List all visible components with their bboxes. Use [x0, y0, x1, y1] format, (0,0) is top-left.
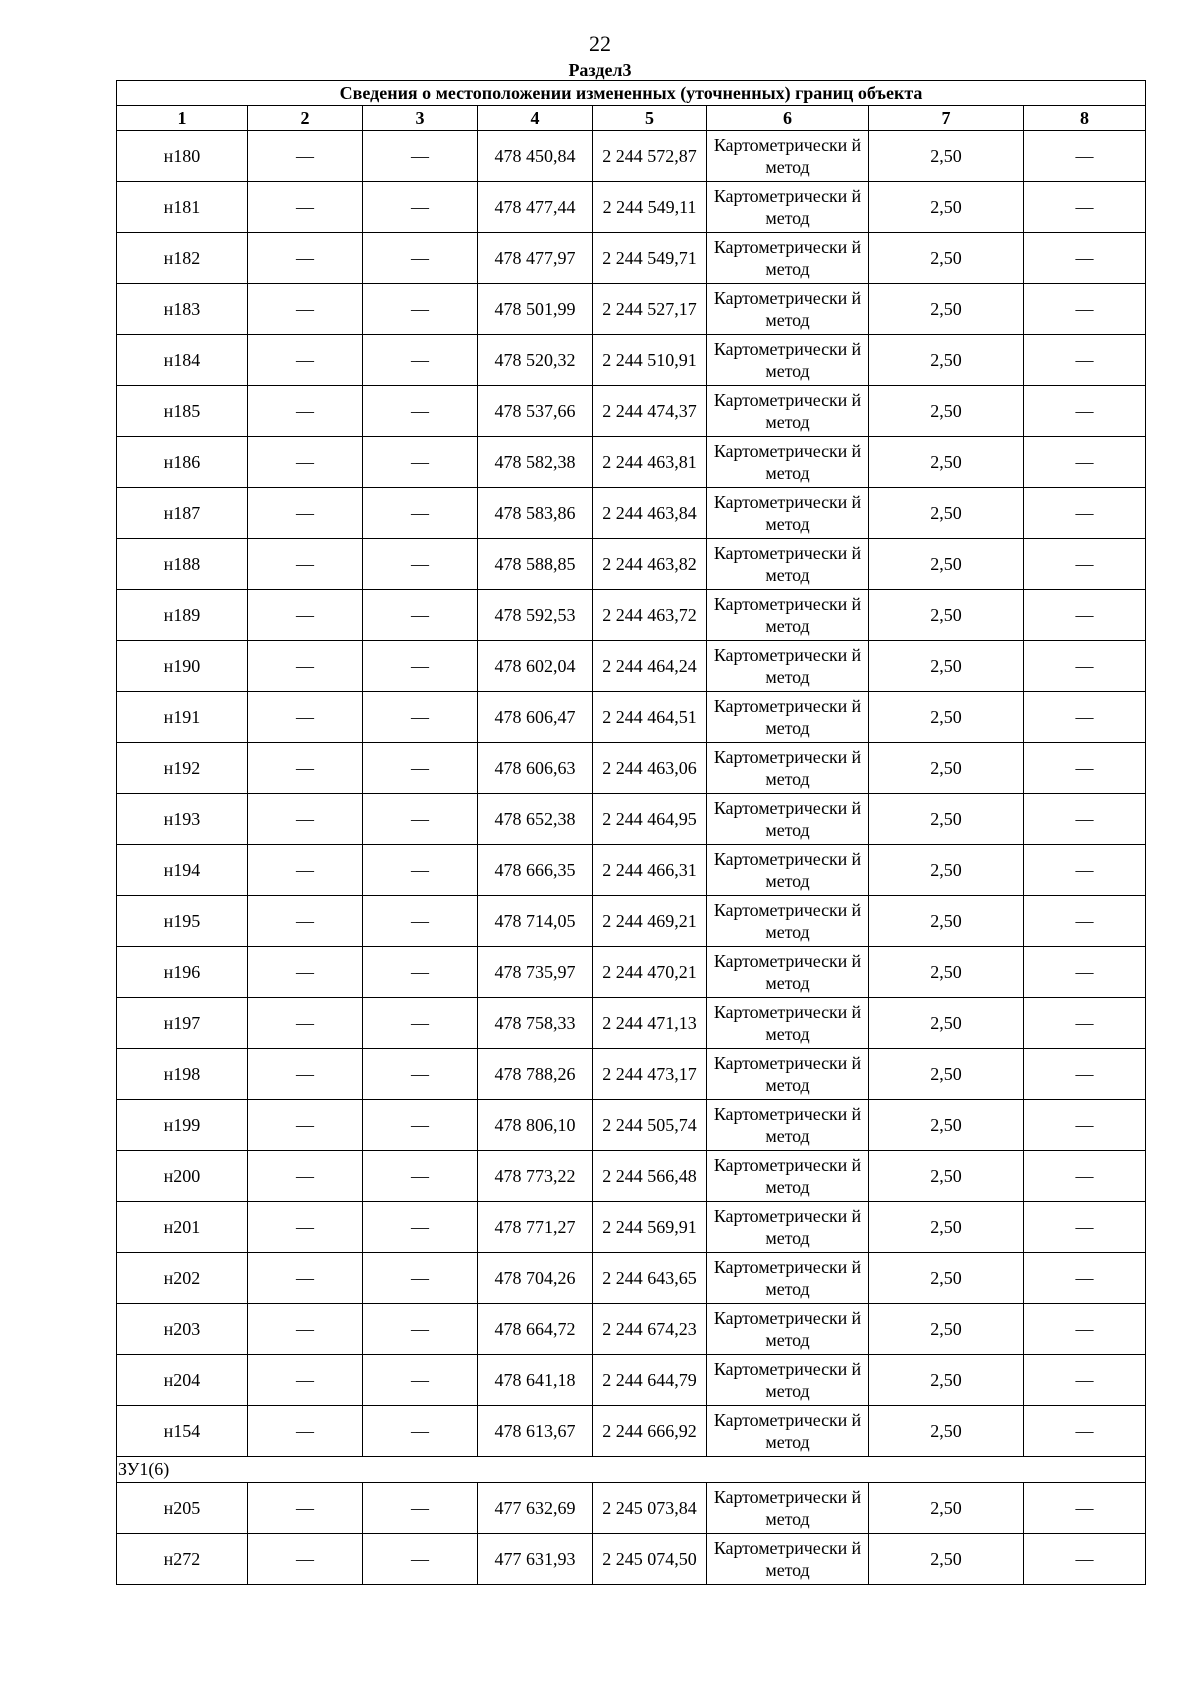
- coordinate-x: 477 631,93: [478, 1534, 593, 1585]
- col8-value: —: [1024, 1151, 1146, 1202]
- table-row: [117, 641, 1146, 692]
- accuracy: 2,50: [869, 488, 1024, 539]
- table-row: [117, 182, 1146, 233]
- column-number-4: 4: [478, 106, 593, 131]
- method: Картометрически й метод: [707, 1406, 869, 1457]
- accuracy: 2,50: [869, 539, 1024, 590]
- point-number: н154: [117, 1406, 248, 1457]
- method: Картометрически й метод: [707, 1253, 869, 1304]
- column-number-6: 6: [707, 106, 869, 131]
- col2-value: —: [248, 131, 363, 182]
- point-number: н187: [117, 488, 248, 539]
- table-row: [117, 335, 1146, 386]
- point-number: н182: [117, 233, 248, 284]
- col8-value: —: [1024, 131, 1146, 182]
- table-row: [117, 998, 1146, 1049]
- coordinate-x: 478 477,97: [478, 233, 593, 284]
- method: Картометрически й метод: [707, 437, 869, 488]
- coordinate-x: 478 758,33: [478, 998, 593, 1049]
- col2-value: —: [248, 743, 363, 794]
- accuracy: 2,50: [869, 1253, 1024, 1304]
- point-number: н201: [117, 1202, 248, 1253]
- point-number: н204: [117, 1355, 248, 1406]
- coordinate-x: 478 606,63: [478, 743, 593, 794]
- col3-value: —: [363, 743, 478, 794]
- col3-value: —: [363, 1406, 478, 1457]
- point-number: н189: [117, 590, 248, 641]
- coordinate-y: 2 244 466,31: [593, 845, 707, 896]
- col3-value: —: [363, 641, 478, 692]
- method: Картометрически й метод: [707, 233, 869, 284]
- coordinate-x: 478 592,53: [478, 590, 593, 641]
- coordinate-x: 478 714,05: [478, 896, 593, 947]
- point-number: н183: [117, 284, 248, 335]
- table-row: [117, 590, 1146, 641]
- col2-value: —: [248, 335, 363, 386]
- method: Картометрически й метод: [707, 488, 869, 539]
- column-number-3: 3: [363, 106, 478, 131]
- col3-value: —: [363, 794, 478, 845]
- table-row: [117, 794, 1146, 845]
- coordinate-y: 2 244 469,21: [593, 896, 707, 947]
- coordinate-y: 2 245 074,50: [593, 1534, 707, 1585]
- col2-value: —: [248, 284, 363, 335]
- coordinate-y: 2 244 510,91: [593, 335, 707, 386]
- col2-value: —: [248, 947, 363, 998]
- column-number-7: 7: [869, 106, 1024, 131]
- accuracy: 2,50: [869, 998, 1024, 1049]
- coordinate-x: 478 664,72: [478, 1304, 593, 1355]
- method: Картометрически й метод: [707, 335, 869, 386]
- col2-value: —: [248, 1483, 363, 1534]
- point-number: н190: [117, 641, 248, 692]
- table-row: [117, 488, 1146, 539]
- col8-value: —: [1024, 641, 1146, 692]
- coordinate-x: 478 806,10: [478, 1100, 593, 1151]
- method: Картометрически й метод: [707, 590, 869, 641]
- coordinate-x: 478 588,85: [478, 539, 593, 590]
- table-row: [117, 1151, 1146, 1202]
- col3-value: —: [363, 1304, 478, 1355]
- col3-value: —: [363, 233, 478, 284]
- point-number: н194: [117, 845, 248, 896]
- accuracy: 2,50: [869, 1049, 1024, 1100]
- col3-value: —: [363, 590, 478, 641]
- coordinate-y: 2 244 464,95: [593, 794, 707, 845]
- coordinate-x: 478 583,86: [478, 488, 593, 539]
- col8-value: —: [1024, 386, 1146, 437]
- accuracy: 2,50: [869, 1534, 1024, 1585]
- col8-value: —: [1024, 284, 1146, 335]
- coordinate-x: 478 666,35: [478, 845, 593, 896]
- point-number: н181: [117, 182, 248, 233]
- accuracy: 2,50: [869, 233, 1024, 284]
- col2-value: —: [248, 1304, 363, 1355]
- coordinate-x: 478 501,99: [478, 284, 593, 335]
- accuracy: 2,50: [869, 1304, 1024, 1355]
- table-row: [117, 233, 1146, 284]
- method: Картометрически й метод: [707, 386, 869, 437]
- col8-value: —: [1024, 590, 1146, 641]
- col8-value: —: [1024, 1534, 1146, 1585]
- col8-value: —: [1024, 845, 1146, 896]
- table-row: [117, 131, 1146, 182]
- coordinate-x: 478 613,67: [478, 1406, 593, 1457]
- coordinate-y: 2 244 549,71: [593, 233, 707, 284]
- method: Картометрически й метод: [707, 284, 869, 335]
- point-number: н199: [117, 1100, 248, 1151]
- point-number: н203: [117, 1304, 248, 1355]
- method: Картометрически й метод: [707, 947, 869, 998]
- coordinate-y: 2 244 463,82: [593, 539, 707, 590]
- col2-value: —: [248, 488, 363, 539]
- method: Картометрически й метод: [707, 1304, 869, 1355]
- boundary-coordinates-table: [116, 80, 1146, 1585]
- accuracy: 2,50: [869, 1483, 1024, 1534]
- coordinate-y: 2 245 073,84: [593, 1483, 707, 1534]
- group-row: [117, 1457, 1146, 1483]
- col2-value: —: [248, 896, 363, 947]
- table-body: [117, 81, 1146, 1585]
- point-number: н186: [117, 437, 248, 488]
- col2-value: —: [248, 794, 363, 845]
- accuracy: 2,50: [869, 590, 1024, 641]
- table-row: [117, 947, 1146, 998]
- col8-value: —: [1024, 1304, 1146, 1355]
- table-row: [117, 692, 1146, 743]
- table-row: [117, 386, 1146, 437]
- point-number: н200: [117, 1151, 248, 1202]
- col3-value: —: [363, 845, 478, 896]
- coordinate-x: 478 537,66: [478, 386, 593, 437]
- method: Картометрически й метод: [707, 1202, 869, 1253]
- coordinate-y: 2 244 474,37: [593, 386, 707, 437]
- accuracy: 2,50: [869, 1355, 1024, 1406]
- point-number: н191: [117, 692, 248, 743]
- point-number: н192: [117, 743, 248, 794]
- col3-value: —: [363, 998, 478, 1049]
- col3-value: —: [363, 437, 478, 488]
- coordinate-y: 2 244 572,87: [593, 131, 707, 182]
- point-number: н205: [117, 1483, 248, 1534]
- coordinate-y: 2 244 463,06: [593, 743, 707, 794]
- accuracy: 2,50: [869, 692, 1024, 743]
- col3-value: —: [363, 284, 478, 335]
- group-label: ЗУ1(6): [117, 1457, 1146, 1483]
- col2-value: —: [248, 1534, 363, 1585]
- col2-value: —: [248, 386, 363, 437]
- col2-value: —: [248, 1151, 363, 1202]
- col8-value: —: [1024, 1253, 1146, 1304]
- col3-value: —: [363, 947, 478, 998]
- column-numbers-row: [117, 106, 1146, 131]
- coordinate-x: 478 606,47: [478, 692, 593, 743]
- column-number-8: 8: [1024, 106, 1146, 131]
- accuracy: 2,50: [869, 284, 1024, 335]
- col2-value: —: [248, 1049, 363, 1100]
- col8-value: —: [1024, 233, 1146, 284]
- point-number: н196: [117, 947, 248, 998]
- col2-value: —: [248, 641, 363, 692]
- col3-value: —: [363, 1202, 478, 1253]
- coordinate-y: 2 244 569,91: [593, 1202, 707, 1253]
- coordinate-x: 478 704,26: [478, 1253, 593, 1304]
- col3-value: —: [363, 488, 478, 539]
- table-row: [117, 1304, 1146, 1355]
- method: Картометрически й метод: [707, 845, 869, 896]
- coordinate-x: 478 520,32: [478, 335, 593, 386]
- col8-value: —: [1024, 1049, 1146, 1100]
- accuracy: 2,50: [869, 641, 1024, 692]
- col8-value: —: [1024, 947, 1146, 998]
- coordinate-y: 2 244 566,48: [593, 1151, 707, 1202]
- coordinate-y: 2 244 463,84: [593, 488, 707, 539]
- table-row: [117, 1100, 1146, 1151]
- method: Картометрически й метод: [707, 1151, 869, 1202]
- coordinate-x: 478 652,38: [478, 794, 593, 845]
- col3-value: —: [363, 692, 478, 743]
- method: Картометрически й метод: [707, 131, 869, 182]
- accuracy: 2,50: [869, 386, 1024, 437]
- method: Картометрически й метод: [707, 1100, 869, 1151]
- coordinate-x: 478 477,44: [478, 182, 593, 233]
- coordinate-x: 478 582,38: [478, 437, 593, 488]
- point-number: н188: [117, 539, 248, 590]
- col8-value: —: [1024, 182, 1146, 233]
- method: Картометрически й метод: [707, 896, 869, 947]
- col3-value: —: [363, 1100, 478, 1151]
- method: Картометрически й метод: [707, 182, 869, 233]
- accuracy: 2,50: [869, 437, 1024, 488]
- point-number: н197: [117, 998, 248, 1049]
- accuracy: 2,50: [869, 182, 1024, 233]
- coordinate-y: 2 244 549,11: [593, 182, 707, 233]
- col2-value: —: [248, 233, 363, 284]
- column-number-5: 5: [593, 106, 707, 131]
- coordinate-y: 2 244 473,17: [593, 1049, 707, 1100]
- col3-value: —: [363, 539, 478, 590]
- table-row: [117, 1049, 1146, 1100]
- coordinate-y: 2 244 527,17: [593, 284, 707, 335]
- col8-value: —: [1024, 1202, 1146, 1253]
- coordinate-y: 2 244 471,13: [593, 998, 707, 1049]
- col8-value: —: [1024, 1406, 1146, 1457]
- table-row: [117, 284, 1146, 335]
- col2-value: —: [248, 182, 363, 233]
- col3-value: —: [363, 386, 478, 437]
- col2-value: —: [248, 437, 363, 488]
- point-number: н193: [117, 794, 248, 845]
- col8-value: —: [1024, 692, 1146, 743]
- coordinate-x: 478 450,84: [478, 131, 593, 182]
- point-number: н198: [117, 1049, 248, 1100]
- point-number: н180: [117, 131, 248, 182]
- col8-value: —: [1024, 437, 1146, 488]
- col2-value: —: [248, 1202, 363, 1253]
- accuracy: 2,50: [869, 896, 1024, 947]
- method: Картометрически й метод: [707, 1049, 869, 1100]
- coordinate-y: 2 244 644,79: [593, 1355, 707, 1406]
- accuracy: 2,50: [869, 335, 1024, 386]
- coordinate-x: 478 773,22: [478, 1151, 593, 1202]
- table-row: [117, 437, 1146, 488]
- page-number: 22: [589, 31, 611, 56]
- table-row: [117, 845, 1146, 896]
- col8-value: —: [1024, 998, 1146, 1049]
- method: Картометрически й метод: [707, 692, 869, 743]
- table-row: [117, 539, 1146, 590]
- point-number: н185: [117, 386, 248, 437]
- coordinate-y: 2 244 470,21: [593, 947, 707, 998]
- accuracy: 2,50: [869, 131, 1024, 182]
- coordinate-y: 2 244 464,24: [593, 641, 707, 692]
- col2-value: —: [248, 1355, 363, 1406]
- col3-value: —: [363, 1253, 478, 1304]
- point-number: н184: [117, 335, 248, 386]
- col2-value: —: [248, 1253, 363, 1304]
- table-row: [117, 1534, 1146, 1585]
- col8-value: —: [1024, 1100, 1146, 1151]
- coordinate-x: 477 632,69: [478, 1483, 593, 1534]
- col8-value: —: [1024, 743, 1146, 794]
- col8-value: —: [1024, 539, 1146, 590]
- col2-value: —: [248, 539, 363, 590]
- coordinate-y: 2 244 666,92: [593, 1406, 707, 1457]
- method: Картометрически й метод: [707, 794, 869, 845]
- col3-value: —: [363, 1483, 478, 1534]
- coordinate-x: 478 641,18: [478, 1355, 593, 1406]
- col8-value: —: [1024, 1483, 1146, 1534]
- col8-value: —: [1024, 335, 1146, 386]
- method: Картометрически й метод: [707, 743, 869, 794]
- col8-value: —: [1024, 896, 1146, 947]
- coordinate-y: 2 244 643,65: [593, 1253, 707, 1304]
- accuracy: 2,50: [869, 1202, 1024, 1253]
- coordinate-y: 2 244 463,72: [593, 590, 707, 641]
- method: Картометрически й метод: [707, 641, 869, 692]
- coordinate-y: 2 244 463,81: [593, 437, 707, 488]
- method: Картометрически й метод: [707, 539, 869, 590]
- section-title: Раздел3: [568, 60, 632, 80]
- accuracy: 2,50: [869, 1151, 1024, 1202]
- col2-value: —: [248, 845, 363, 896]
- col3-value: —: [363, 131, 478, 182]
- accuracy: 2,50: [869, 845, 1024, 896]
- col3-value: —: [363, 182, 478, 233]
- table-row: [117, 743, 1146, 794]
- method: Картометрически й метод: [707, 1483, 869, 1534]
- method: Картометрически й метод: [707, 998, 869, 1049]
- coordinate-x: 478 602,04: [478, 641, 593, 692]
- col3-value: —: [363, 335, 478, 386]
- method: Картометрически й метод: [707, 1534, 869, 1585]
- col3-value: —: [363, 1049, 478, 1100]
- point-number: н272: [117, 1534, 248, 1585]
- table-row: [117, 1483, 1146, 1534]
- table-caption-row: [117, 81, 1146, 106]
- accuracy: 2,50: [869, 794, 1024, 845]
- table-row: [117, 1355, 1146, 1406]
- col8-value: —: [1024, 488, 1146, 539]
- coordinate-y: 2 244 464,51: [593, 692, 707, 743]
- accuracy: 2,50: [869, 1406, 1024, 1457]
- table-caption: Сведения о местоположении измененных (уточненных) границ объекта: [117, 81, 1146, 106]
- column-number-1: 1: [117, 106, 248, 131]
- accuracy: 2,50: [869, 743, 1024, 794]
- col2-value: —: [248, 1100, 363, 1151]
- col3-value: —: [363, 896, 478, 947]
- col3-value: —: [363, 1151, 478, 1202]
- coordinate-x: 478 788,26: [478, 1049, 593, 1100]
- coordinate-y: 2 244 505,74: [593, 1100, 707, 1151]
- column-number-2: 2: [248, 106, 363, 131]
- point-number: н202: [117, 1253, 248, 1304]
- accuracy: 2,50: [869, 1100, 1024, 1151]
- table-row: [117, 896, 1146, 947]
- coordinate-y: 2 244 674,23: [593, 1304, 707, 1355]
- col8-value: —: [1024, 794, 1146, 845]
- coordinate-x: 478 735,97: [478, 947, 593, 998]
- col2-value: —: [248, 692, 363, 743]
- coordinate-x: 478 771,27: [478, 1202, 593, 1253]
- method: Картометрически й метод: [707, 1355, 869, 1406]
- col3-value: —: [363, 1355, 478, 1406]
- table-row: [117, 1406, 1146, 1457]
- col8-value: —: [1024, 1355, 1146, 1406]
- col2-value: —: [248, 1406, 363, 1457]
- col2-value: —: [248, 590, 363, 641]
- accuracy: 2,50: [869, 947, 1024, 998]
- col3-value: —: [363, 1534, 478, 1585]
- point-number: н195: [117, 896, 248, 947]
- col2-value: —: [248, 998, 363, 1049]
- table-row: [117, 1202, 1146, 1253]
- table-row: [117, 1253, 1146, 1304]
